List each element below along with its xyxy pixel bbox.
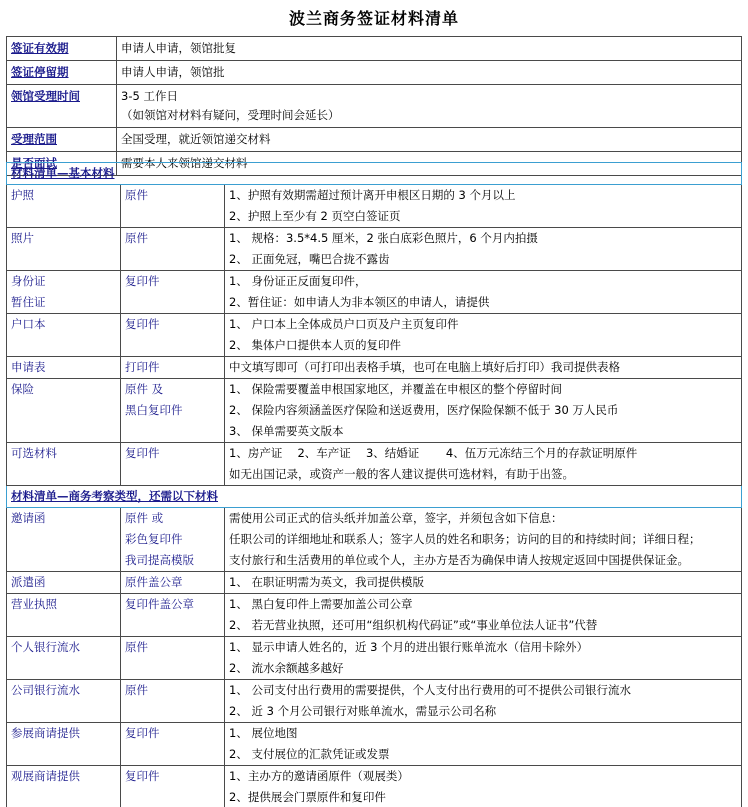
material-description-line: 1、 在职证明需为英文，我司提供模版 [229,575,424,589]
material-name [7,185,121,228]
material-type-line: 原件 及 [125,382,164,396]
material-type [121,185,225,228]
material-description-line: 1、 黑白复印件上需要加盖公司公章 [229,597,413,611]
material-description-line: 1、 规格：3.5*4.5 厘米，2 张白底彩色照片，6 个月内拍摄 [229,231,538,245]
material-type-line: 黑白复印件 [125,403,183,417]
summary-value [117,85,742,128]
material-name [7,572,121,594]
material-type [121,443,225,486]
materials-table [6,162,742,807]
material-name-line: 身份证 [11,274,46,288]
material-name-line: 护照 [11,188,34,202]
material-type-line: 复印件 [125,274,160,288]
material-type-line: 复印件 [125,726,160,740]
material-description-line: 2、暂住证：如申请人为非本领区的申请人，请提供 [229,295,490,309]
section-heading: 材料清单—商务考察类型，还需以下材料 [7,486,742,508]
material-description-line: 1、 户口本上全体成员户口页及户主页复印件 [229,317,459,331]
material-type [121,357,225,379]
section-header-row [7,163,742,185]
material-name [7,680,121,723]
material-description-line: 3、 保单需要英文版本 [229,424,344,438]
material-description-line: 如无出国记录，或资产一般的客人建议提供可选材料，有助于出签。 [229,467,574,481]
summary-label: 签证有效期 [7,37,117,61]
material-description-line: 2、护照上至少有 2 页空白签证页 [229,209,401,223]
summary-value-line: 3-5 工作日 [121,89,178,103]
material-type-line: 打印件 [125,360,160,374]
material-description-line: 中文填写即可（可打印出表格手填，也可在电脑上填好后打印）我司提供表格 [229,360,620,374]
material-description-line: 需使用公司正式的信头纸并加盖公章，签字，并须包含如下信息： [229,511,563,525]
material-name-line: 暂住证 [11,295,46,309]
material-name-line: 公司银行流水 [11,683,80,697]
material-row [7,314,742,357]
material-description-line: 1、 显示申请人姓名的，近 3 个月的进出银行账单流水（信用卡除外） [229,640,589,654]
material-name [7,594,121,637]
material-type-line: 原件 或 [125,511,164,525]
material-row [7,766,742,807]
material-name [7,637,121,680]
summary-label: 受理范围 [7,128,117,152]
material-row [7,379,742,443]
material-name [7,228,121,271]
material-description-line: 1、 身份证正反面复印件， [229,274,367,288]
material-name-line: 参展商请提供 [11,726,80,740]
summary-value [117,37,742,61]
material-type-line: 复印件盖公章 [125,597,194,611]
summary-row [7,85,742,128]
material-name-line: 户口本 [11,317,46,331]
summary-value-line: 需要本人来领馆递交材料 [121,156,248,170]
summary-value-line: 申请人申请，领馆批 [121,65,225,79]
material-name [7,766,121,807]
material-type [121,271,225,314]
material-name-line: 保险 [11,382,34,396]
summary-row [7,61,742,85]
material-description-line: 1、 展位地图 [229,726,298,740]
summary-value [117,61,742,85]
material-description [225,228,742,271]
material-type [121,723,225,766]
summary-label: 是否面试 [7,152,117,176]
material-description [225,379,742,443]
material-description [225,637,742,680]
material-name-line: 申请表 [11,360,46,374]
material-name [7,357,121,379]
material-description [225,314,742,357]
material-row [7,271,742,314]
material-name-line: 照片 [11,231,34,245]
material-name [7,271,121,314]
material-description [225,271,742,314]
material-type [121,572,225,594]
material-name [7,443,121,486]
material-row [7,508,742,572]
material-name [7,508,121,572]
material-type [121,637,225,680]
material-description-line: 1、 公司支付出行费用的需要提供，个人支付出行费用的可不提供公司银行流水 [229,683,631,697]
material-description [225,723,742,766]
summary-value-line: （如领馆对材料有疑问，受理时间会延长） [121,108,340,122]
summary-label: 签证停留期 [7,61,117,85]
material-row [7,357,742,379]
material-type [121,680,225,723]
summary-row [7,37,742,61]
summary-value-line: 全国受理，就近领馆递交材料 [121,132,271,146]
material-description-line: 2、提供展会门票原件和复印件 [229,790,386,804]
summary-row [7,128,742,152]
material-type-line: 彩色复印件 [125,532,183,546]
material-description-line: 2、 支付展位的汇款凭证或发票 [229,747,390,761]
material-type-line: 复印件 [125,769,160,783]
material-type-line: 原件 [125,231,148,245]
material-type [121,379,225,443]
material-row [7,594,742,637]
material-type [121,766,225,807]
material-description [225,185,742,228]
material-row [7,723,742,766]
material-row [7,680,742,723]
material-row [7,572,742,594]
material-description [225,766,742,807]
summary-value [117,128,742,152]
section-heading: 材料清单—基本材料 [7,163,742,185]
material-type-line: 原件 [125,188,148,202]
summary-table [6,36,742,176]
summary-value-line: 申请人申请，领馆批复 [121,41,236,55]
material-name [7,314,121,357]
material-name-line: 观展商请提供 [11,769,80,783]
material-description [225,680,742,723]
material-type [121,228,225,271]
material-description-line: 2、 保险内容须涵盖医疗保险和送返费用，医疗保险保额不低于 30 万人民币 [229,403,619,417]
material-description-line: 2、 正面免冠，嘴巴合拢不露齿 [229,252,390,266]
material-type-line: 复印件 [125,446,160,460]
material-description-line: 2、 流水余额越多越好 [229,661,344,675]
material-description-line: 2、 集体户口提供本人页的复印件 [229,338,401,352]
material-type [121,314,225,357]
section-header-row [7,486,742,508]
material-type-line: 原件 [125,683,148,697]
material-description-line: 2、 若无营业执照，还可用“组织机构代码证”或“事业单位法人证书”代替 [229,618,598,632]
material-description-line: 支付旅行和生活费用的单位或个人，主办方是否为确保申请人按规定返回中国提供保证金。 [229,553,689,567]
material-description-line: 1、房产证 2、车产证 3、结婚证 4、伍万元冻结三个月的存款证明原件 [229,446,638,460]
material-type-line: 复印件 [125,317,160,331]
material-description [225,572,742,594]
material-type-line: 原件 [125,640,148,654]
summary-label: 领馆受理时间 [7,85,117,128]
material-name [7,723,121,766]
material-name-line: 邀请函 [11,511,46,525]
material-description [225,594,742,637]
material-name-line: 可选材料 [11,446,57,460]
material-name-line: 个人银行流水 [11,640,80,654]
material-type [121,594,225,637]
material-description [225,443,742,486]
material-type-line: 原件盖公章 [125,575,183,589]
material-row [7,443,742,486]
material-name-line: 营业执照 [11,597,57,611]
material-row [7,228,742,271]
material-row [7,185,742,228]
material-row [7,637,742,680]
material-description-line: 2、 近 3 个月公司银行对账单流水，需显示公司名称 [229,704,497,718]
material-name-line: 派遣函 [11,575,46,589]
material-description-line: 任职公司的详细地址和联系人；签字人员的姓名和职务；访问的目的和持续时间；详细日程； [229,532,701,546]
page-title: 波兰商务签证材料清单 [288,9,459,28]
material-name [7,379,121,443]
material-description [225,357,742,379]
material-type [121,508,225,572]
material-description-line: 1、 保险需要覆盖申根国家地区，并覆盖在申根区的整个停留时间 [229,382,562,396]
material-type-line: 我司提高模版 [125,553,194,567]
material-description-line: 1、护照有效期需超过预计离开申根区日期的 3 个月以上 [229,188,516,202]
material-description [225,508,742,572]
material-description-line: 1、主办方的邀请函原件（观展类） [229,769,409,783]
